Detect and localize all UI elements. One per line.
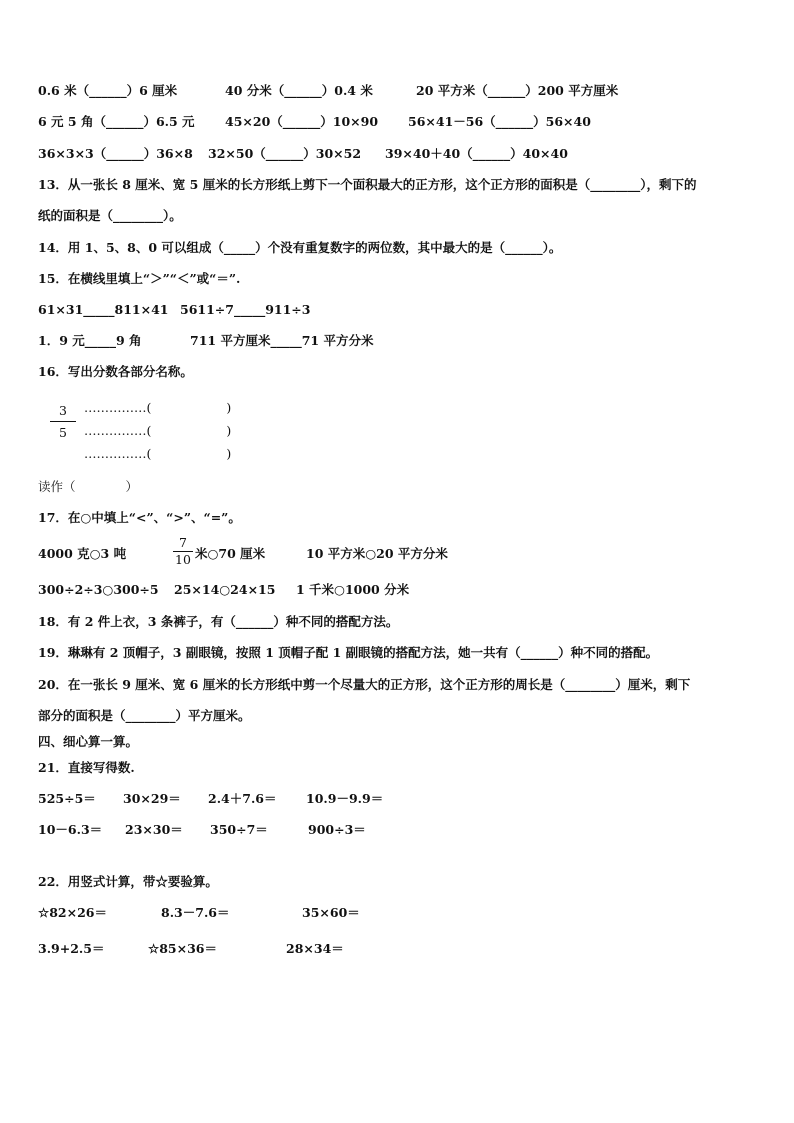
compare-item: 0.6 米（______）6 厘米	[38, 83, 178, 98]
compare-item: 32×50（______）30×52	[208, 146, 362, 161]
question-20: 20．在一张长 9 厘米、宽 6 厘米的长方形纸中剪一个尽量大的正方形，这个正方形的周长是（________）厘米，剩下	[38, 677, 691, 692]
question-17: 17．在○中填上“<”、“>”、“=”。	[38, 510, 241, 525]
compare-item: 6 元 5 角（______）6.5 元	[38, 114, 195, 129]
question-22: 22．用竖式计算，带☆要验算。	[38, 874, 218, 889]
inline-fraction	[173, 536, 193, 567]
compare-item: 5611÷7_____911÷3	[180, 302, 311, 317]
question-14: 14．用 1、5、8、0 可以组成（_____）个没有重复数字的两位数，其中最大的是（______）。	[38, 240, 562, 255]
compare-item: 300÷2÷3○300÷5	[38, 582, 159, 597]
fraction-part-blank: ……………( )	[84, 400, 232, 415]
question-13-continued: 纸的面积是（________）。	[38, 208, 182, 223]
fraction-denominator: 5	[59, 425, 67, 440]
compare-item: 米○70 厘米	[195, 546, 266, 561]
calc-item: ☆85×36＝	[148, 941, 217, 956]
question-21: 21．直接写得数.	[38, 760, 135, 775]
inline-fraction-numerator: 7	[179, 535, 187, 550]
calc-item: 8.3－7.6＝	[161, 905, 230, 920]
question-20-continued: 部分的面积是（________）平方厘米。	[38, 708, 251, 723]
question-18: 18．有 2 件上衣，3 条裤子，有（______）种不同的搭配方法。	[38, 614, 399, 629]
fraction-bar	[50, 421, 76, 422]
compare-item: 711 平方厘米_____71 平方分米	[190, 333, 374, 348]
calc-item: 35×60＝	[302, 905, 360, 920]
compare-item: 61×31_____811×41	[38, 302, 169, 317]
question-13: 13．从一张长 8 厘米、宽 5 厘米的长方形纸上剪下一个面积最大的正方形，这个正方形的面积是（________），剩下的	[38, 177, 697, 192]
question-16: 16．写出分数各部分名称。	[38, 364, 193, 379]
compare-item: 1．9 元_____9 角	[38, 333, 142, 348]
compare-item: 25×14○24×15	[174, 582, 276, 597]
calc-item: 525÷5＝	[38, 791, 96, 806]
compare-item: 1 千米○1000 分米	[296, 582, 410, 597]
inline-fraction-denominator: 10	[175, 552, 191, 567]
compare-item: 39×40＋40（______）40×40	[385, 146, 568, 161]
calc-item: ☆82×26＝	[38, 905, 107, 920]
fraction-part-blank: ……………( )	[84, 423, 232, 438]
calc-item: 10－6.3＝	[38, 822, 103, 837]
calc-item: 28×34＝	[286, 941, 344, 956]
calc-item: 2.4＋7.6＝	[208, 791, 277, 806]
calc-item: 3.9+2.5＝	[38, 941, 105, 956]
compare-item: 40 分米（______）0.4 米	[225, 83, 373, 98]
question-15: 15．在横线里填上“＞”“＜”或“＝”.	[38, 271, 241, 286]
calc-item: 350÷7＝	[210, 822, 268, 837]
calc-item: 30×29＝	[123, 791, 181, 806]
fraction-numerator: 3	[59, 403, 67, 418]
calc-item: 900÷3＝	[308, 822, 366, 837]
compare-item: 45×20（______）10×90	[225, 114, 379, 129]
compare-item: 56×41－56（______）56×40	[408, 114, 591, 129]
calc-item: 23×30＝	[125, 822, 183, 837]
compare-item: 10 平方米○20 平方分米	[306, 546, 448, 561]
read-as-line: 读作（ ）	[38, 479, 139, 494]
compare-item: 20 平方米（______）200 平方厘米	[416, 83, 619, 98]
fraction-part-blank: ……………( )	[84, 446, 232, 461]
question-19: 19．琳琳有 2 顶帽子，3 副眼镜，按照 1 顶帽子配 1 副眼镜的搭配方法，她一共有（______）种不同的搭配。	[38, 645, 659, 660]
compare-item: 4000 克○3 吨	[38, 546, 127, 561]
section-heading: 四、细心算一算。	[38, 734, 139, 749]
fraction-figure	[54, 403, 76, 440]
compare-item: 36×3×3（______）36×8	[38, 146, 193, 161]
calc-item: 10.9－9.9＝	[306, 791, 384, 806]
